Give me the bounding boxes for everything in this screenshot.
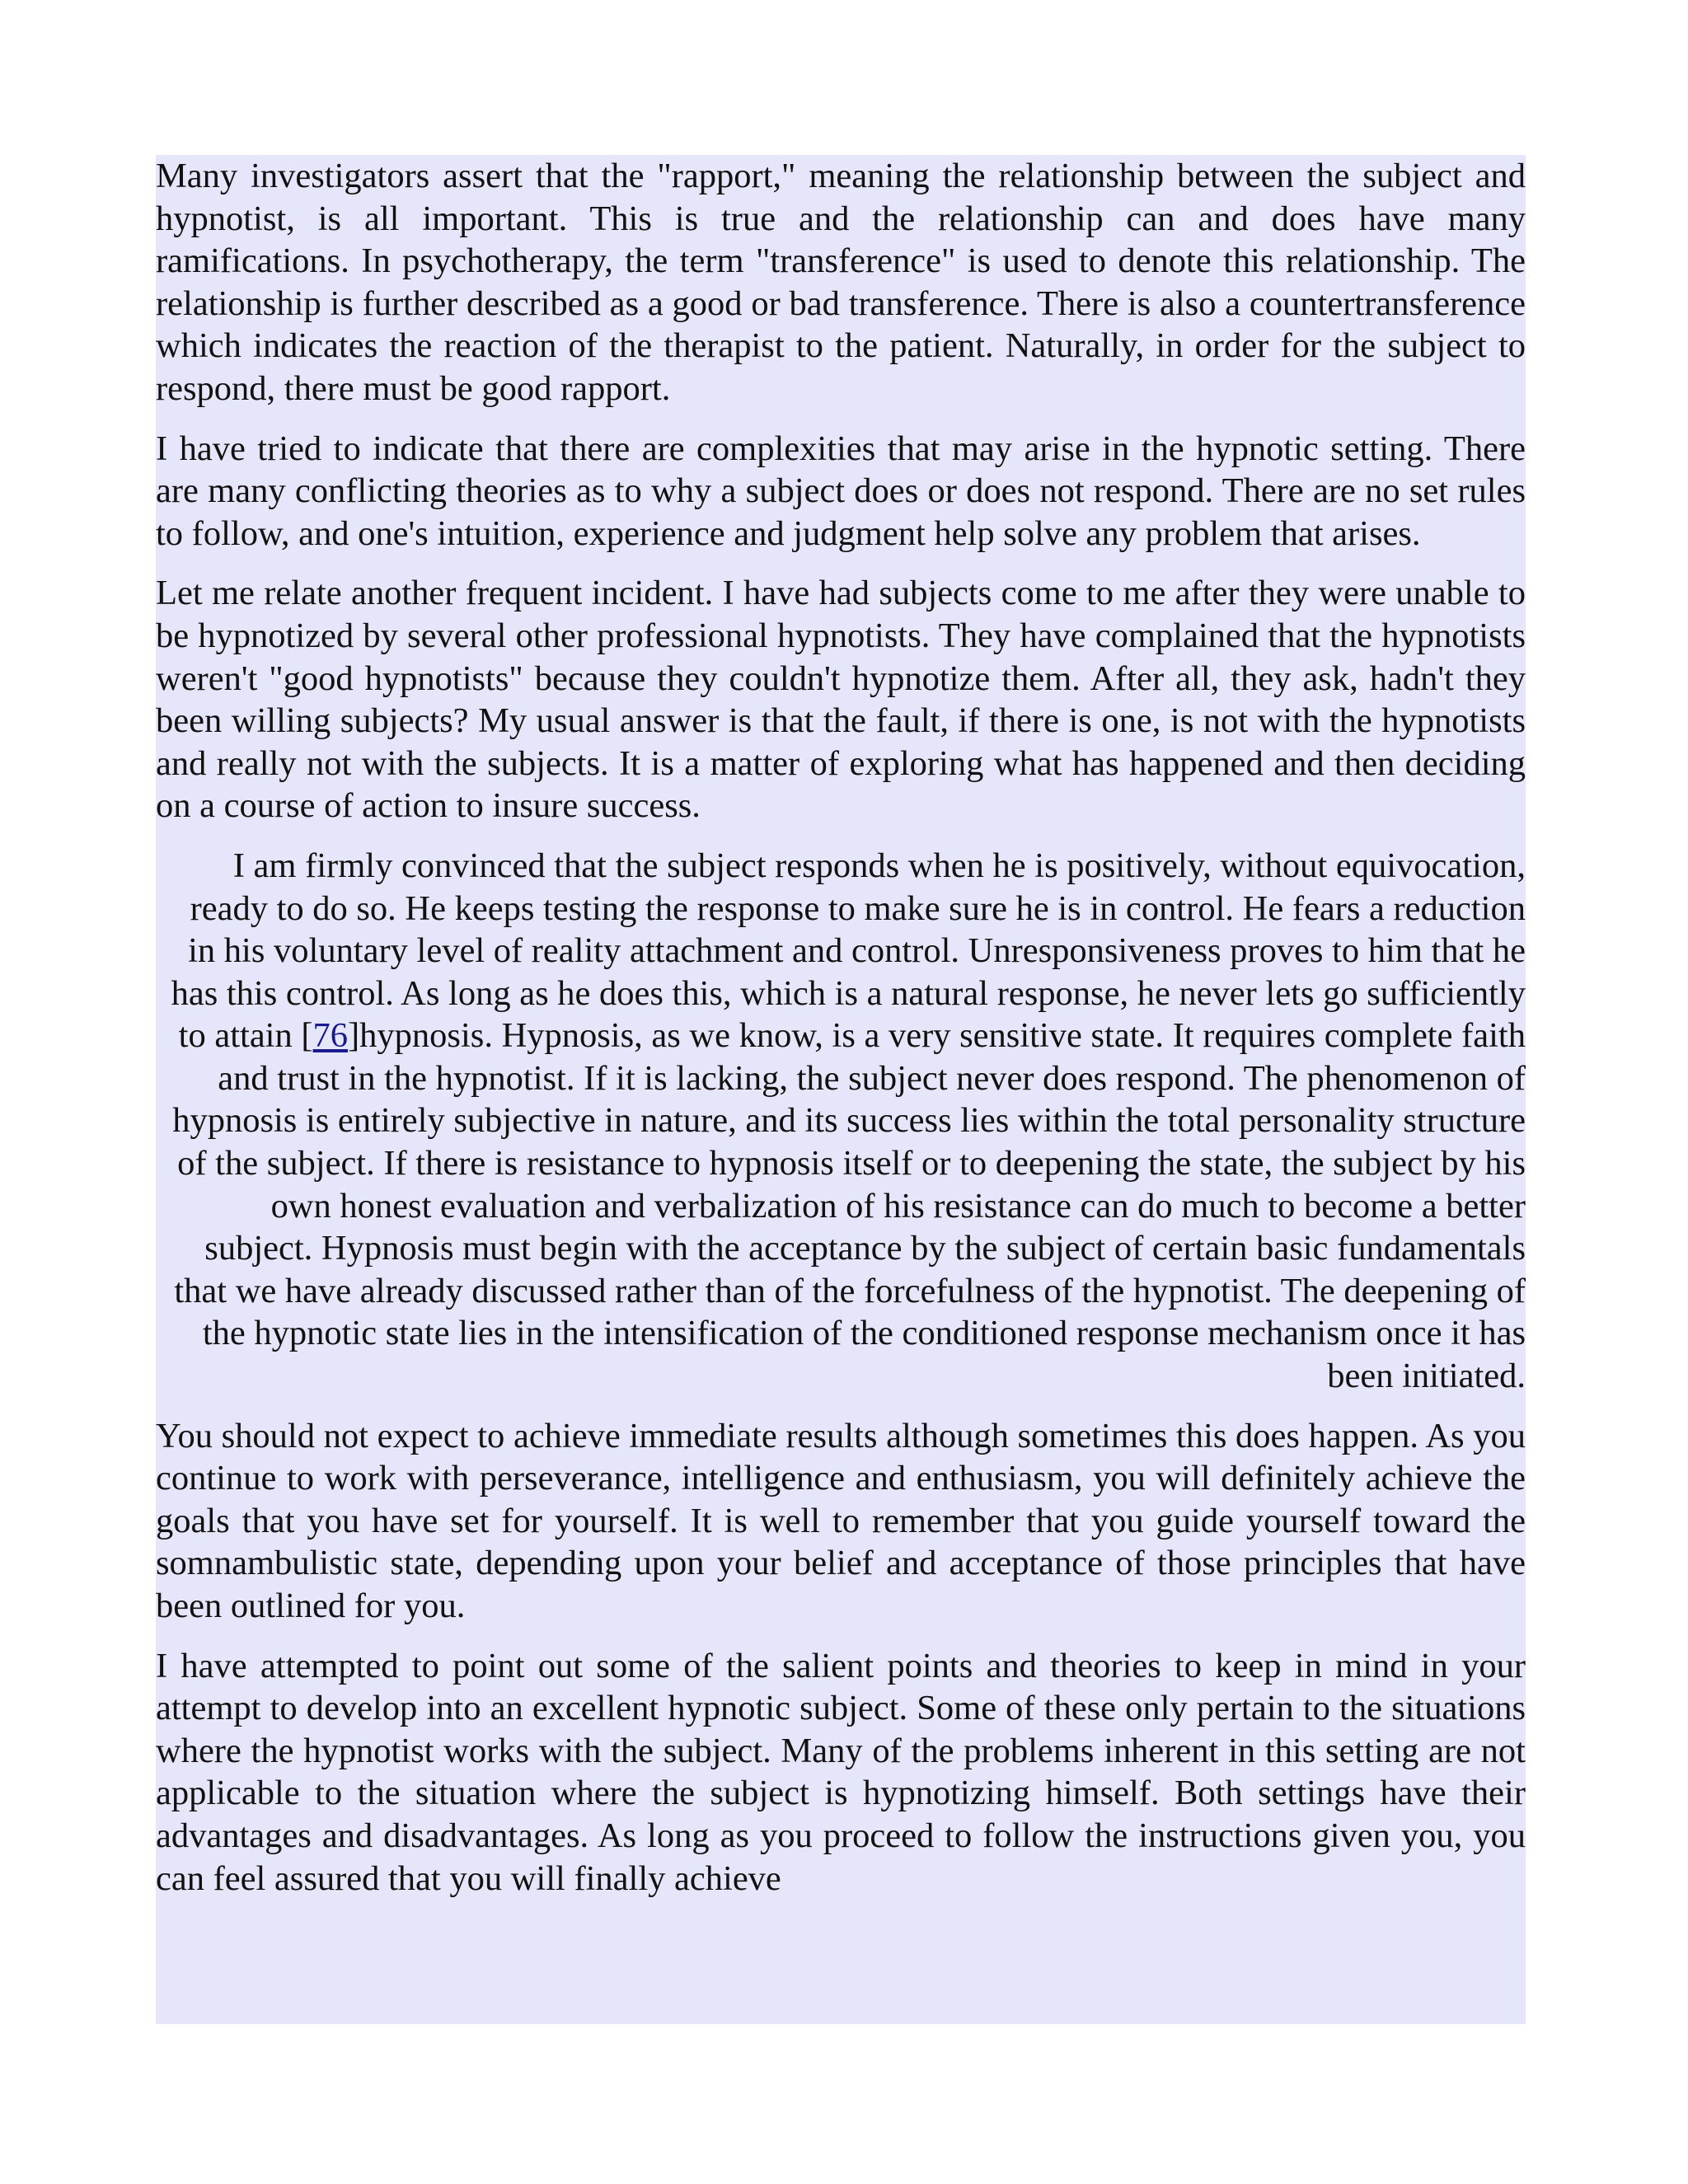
paragraph-salient-points: I have attempted to point out some of the salient points and theories to keep in mind in your attempt to develop into an excellent hypnotic subject. Some of these only pertain to the situations where the hypnotist works with the subject. Many of the problems inherent in this setting are not applicable to the situation where the subject is hypnotizing himself. Both settings have their advantages and disadvantages. As long as you proceed to follow the instructions given you, you can feel assured that you will finally achieve (156, 1646, 1526, 1898)
paragraph-frequent-incident: Let me relate another frequent incident. I have had subjects come to me after they were unable to be hypnotized by several other professional hypnotists. They have complained that the hypnotists weren't "good hypnotists" because they couldn't hypnotize them. After all, they ask, hadn't they been willing subjects? My usual answer is that the fault, if there is one, is not with the hypnotists and really not with the subjects. It is a matter of exploring what has happened and then deciding on a course of action to insure success. (156, 574, 1526, 826)
paragraph-firmly-convinced-text-before: I am firmly convinced that the subject responds when he is positively, without equivocation, ready to do so. He keeps testing the response to make sure he is in control. He fears a reduction in his voluntary level of reality attachment and control. Unresponsiveness proves to him that he has this control. As long as he does this, which is a natural response, he never lets go sufficiently to attain [ (171, 846, 1526, 1056)
paragraph-firmly-convinced-text-after: ]hypnosis. Hypnosis, as we know, is a very sensitive state. It requires complete faith and trust in the hypnotist. If it is lacking, the subject never does respond. The phenomenon of hypnosis is entirely subjective in nature, and its success lies within the total personality structure of the subject. If there is resistance to hypnosis itself or to deepening the state, the subject by his own honest evaluation and verbalization of his resistance can do much to become a better subject. Hypnosis must begin with the acceptance by the subject of certain basic fundamentals that we have already discussed rather than of the forcefulness of the hypnotist. The deepening of the hypnotic state lies in the intensification of the conditioned response mechanism once it has been initiated. (172, 1016, 1526, 1396)
paragraph-rapport: Many investigators assert that the "rapport," meaning the relationship between the subject and hypnotist, is all important. This is true and the relationship can and does have many ramifications. In psychotherapy, the term "transference" is used to denote this relationship. The relationship is further described as a good or bad transference. There is also a countertransference which indicates the reaction of the therapist to the patient. Naturally, in order for the subject to respond, there must be good rapport. (156, 157, 1526, 408)
paragraph-immediate-results: You should not expect to achieve immediate results although sometimes this does happen. As you continue to work with perseverance, intelligence and enthusiasm, you will definitely achieve the goals that you have set for yourself. It is well to remember that you guide yourself toward the somnambulistic state, depending upon your belief and acceptance of those principles that have been outlined for you. (156, 1416, 1526, 1625)
page-text-block (156, 155, 1526, 2024)
paragraph-complexities: I have tried to indicate that there are complexities that may arise in the hypnotic setting. There are many conflicting theories as to why a subject does or does not respond. There are no set rules to follow, and one's intuition, experience and judgment help solve any problem that arises. (156, 429, 1526, 553)
paragraph-firmly-convinced (156, 845, 1526, 1398)
page-number-link-76[interactable]: 76 (312, 1016, 349, 1056)
